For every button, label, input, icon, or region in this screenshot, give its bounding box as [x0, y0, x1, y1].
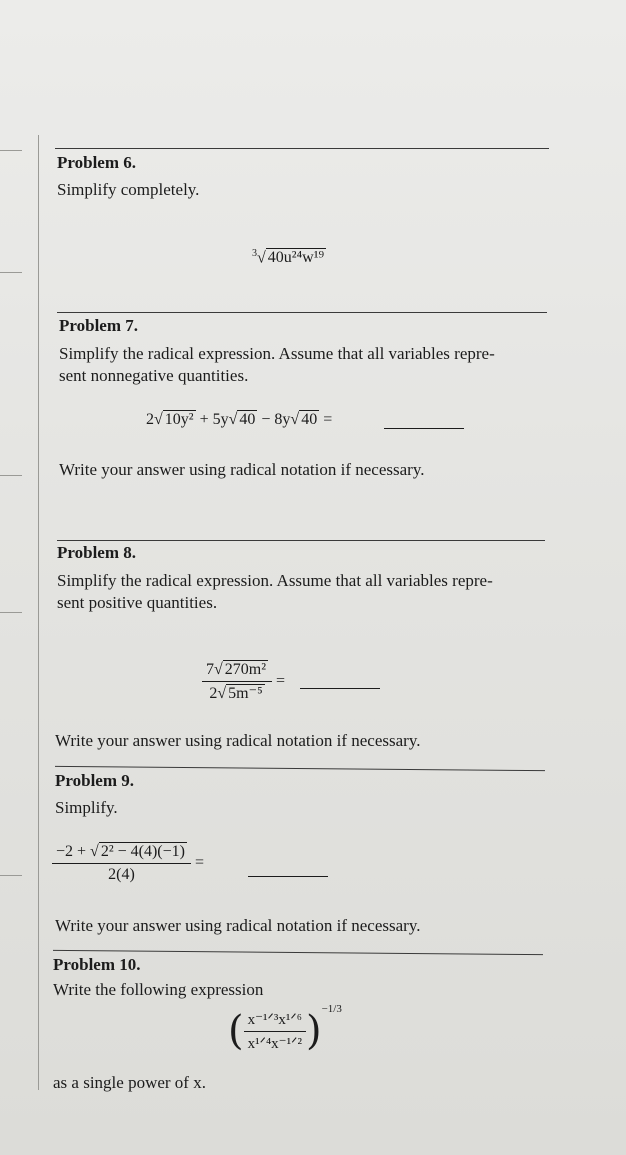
- problem-9-expression: $\frac{\text{−2 + √ 2² − 4(4)(−1)}}{2(4)}$ =: [52, 842, 204, 884]
- margin-tick: [0, 612, 22, 613]
- problem-7-instruction: sent nonnegative quantities.: [59, 366, 249, 385]
- problem-9-instruction: Simplify.: [55, 798, 118, 817]
- section-divider: [57, 312, 547, 313]
- margin-tick: [0, 475, 22, 476]
- section-divider: [55, 148, 549, 149]
- margin-line: [38, 135, 39, 1090]
- radicand: 40u²⁴w¹⁹: [267, 249, 325, 267]
- problem-10-note: as a single power of x.: [53, 1073, 206, 1092]
- problem-7-title: Problem 7.: [59, 316, 139, 335]
- problem-7-instruction: Simplify the radical expression. Assume that all variables repre-: [59, 344, 495, 363]
- margin-tick: [0, 272, 22, 273]
- problem-8-note: Write your answer using radical notation if necessary.: [55, 731, 421, 750]
- fraction: $\frac{\text{7√ 270m²}}{\text{2√ 5m⁻⁵}}$: [202, 660, 272, 704]
- problem-8-title: Problem 8.: [57, 543, 137, 562]
- answer-blank[interactable]: [384, 428, 464, 429]
- problem-6-title: Problem 6.: [57, 153, 137, 172]
- problem-7-expression: 2√ 10y² + 5y√ 40 − 8y√ 40 =: [146, 411, 333, 428]
- problem-8-instruction: sent positive quantities.: [57, 593, 218, 612]
- fraction: $\frac{\text{x⁻¹ᐟ³x¹ᐟ⁶}}{\text{x¹ᐟ⁴x⁻¹ᐟ²}}$: [244, 1010, 306, 1053]
- problem-9-title: Problem 9.: [55, 771, 135, 790]
- outer-exponent: −1/3: [321, 1003, 342, 1016]
- answer-blank[interactable]: [300, 688, 380, 689]
- problem-6-instruction: Simplify completely.: [57, 180, 200, 199]
- problem-9-note: Write your answer using radical notation if necessary.: [55, 916, 421, 935]
- margin-tick: [0, 875, 22, 876]
- problem-10-title: Problem 10.: [53, 955, 141, 974]
- problem-6-expression: $^3$√ 40u²⁴w¹⁹: [252, 248, 325, 267]
- fraction: $\frac{\text{−2 + √ 2² − 4(4)(−1)}}{2(4)}$: [52, 842, 191, 884]
- answer-blank[interactable]: [248, 876, 328, 877]
- section-divider: [57, 540, 545, 541]
- margin-tick: [0, 150, 22, 151]
- problem-10-expression: ( $\frac{\text{x⁻¹ᐟ³x¹ᐟ⁶}}{\text{x¹ᐟ⁴x⁻¹ᐟ²}}$ )$^{-1/3}$: [228, 1003, 342, 1054]
- problem-8-expression: $\frac{\text{7√ 270m²}}{\text{2√ 5m⁻⁵}}$ =: [202, 660, 285, 704]
- problem-8-instruction: Simplify the radical expression. Assume that all variables repre-: [57, 571, 493, 590]
- radical-index: 3: [252, 248, 257, 259]
- problem-7-note: Write your answer using radical notation if necessary.: [59, 460, 425, 479]
- problem-10-instruction: Write the following expression: [53, 980, 264, 999]
